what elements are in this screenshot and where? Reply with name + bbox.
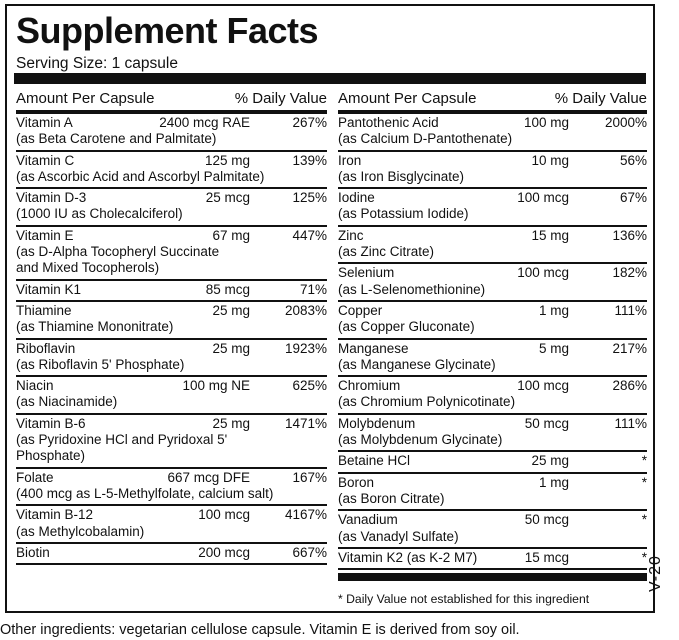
nutrient-row	[16, 227, 327, 281]
nutrient-source: (as Calcium D-Pantothenate)	[338, 131, 513, 147]
nutrient-source: (400 mcg as L-5-Methylfolate, calcium salt)	[16, 485, 274, 501]
bottom-divider	[338, 573, 647, 581]
nutrient-name: Boron	[338, 474, 375, 490]
label-code: V-20	[647, 555, 664, 592]
nutrient-amount: 50 mcg	[524, 415, 569, 431]
nutrient-daily-value: 625%	[292, 378, 327, 394]
nutrient-source: (as Vanadyl Sulfate)	[338, 528, 459, 544]
panel-title: Supplement Facts	[16, 10, 319, 51]
nutrient-name: Vitamin C	[16, 152, 75, 168]
nutrient-source: (1000 IU as Cholecalciferol)	[16, 206, 183, 222]
right-column	[338, 88, 647, 607]
nutrient-source: (as Riboflavin 5' Phosphate)	[16, 356, 185, 372]
nutrient-amount: 1 mg	[538, 474, 569, 490]
amount-header: Amount Per Capsule	[338, 90, 477, 107]
nutrient-daily-value: 111%	[614, 302, 647, 318]
nutrient-daily-value: *	[641, 512, 647, 528]
nutrient-amount: 25 mg	[212, 415, 250, 431]
nutrient-daily-value: 136%	[612, 227, 647, 243]
nutrient-name: Vanadium	[338, 512, 398, 528]
nutrient-row	[338, 152, 647, 190]
dv-header: % Daily Value	[554, 90, 647, 107]
nutrient-daily-value: 1923%	[284, 340, 327, 356]
nutrient-amount: 50 mcg	[524, 512, 569, 528]
nutrient-daily-value: 56%	[619, 152, 647, 168]
nutrient-source: (as Beta Carotene and Palmitate)	[16, 131, 217, 147]
nutrient-daily-value: 167%	[292, 469, 327, 485]
nutrient-daily-value: 4167%	[284, 507, 327, 523]
nutrient-name: Vitamin K2 (as K-2 M7)	[338, 549, 478, 565]
nutrient-daily-value: 125%	[292, 190, 327, 206]
nutrient-daily-value: 667%	[292, 544, 327, 560]
nutrient-source: (as D-Alpha Tocopheryl Succinate	[16, 244, 220, 260]
nutrient-name: Vitamin E	[16, 227, 74, 243]
nutrient-amount: 25 mg	[531, 453, 569, 469]
nutrient-daily-value: 111%	[614, 415, 647, 431]
column-header	[16, 88, 327, 114]
nutrient-name: Vitamin A	[16, 115, 73, 130]
nutrient-amount: 2400 mcg RAE	[159, 115, 250, 130]
nutrient-name: Vitamin B-12	[16, 507, 94, 523]
supplement-facts-panel	[5, 4, 655, 613]
other-ingredients: Other ingredients: vegetarian cellulose capsule. Vitamin E is derived from soy oil.	[0, 622, 520, 638]
nutrient-amount: 25 mg	[212, 302, 250, 318]
nutrient-amount: 85 mcg	[205, 281, 250, 297]
nutrient-daily-value: *	[641, 549, 647, 565]
nutrient-row	[338, 549, 647, 570]
nutrient-amount: 125 mg	[204, 152, 250, 168]
nutrient-row	[16, 544, 327, 565]
nutrient-daily-value: *	[641, 453, 647, 469]
nutrient-amount: 25 mg	[212, 340, 250, 356]
nutrient-amount: 667 mcg DFE	[167, 469, 250, 485]
nutrient-amount: 100 mcg	[517, 190, 569, 206]
nutrient-name: Vitamin K1	[16, 281, 82, 297]
nutrient-row	[338, 189, 647, 227]
nutrient-amount: 200 mcg	[198, 544, 250, 560]
nutrient-row	[338, 264, 647, 302]
nutrient-name: Folate	[16, 469, 54, 485]
thick-divider	[14, 73, 646, 84]
nutrient-row	[338, 415, 647, 453]
nutrient-source: (as Iron Bisglycinate)	[338, 168, 465, 184]
nutrient-amount: 25 mcg	[205, 190, 250, 206]
nutrient-daily-value: 1471%	[284, 415, 327, 431]
nutrient-name: Niacin	[16, 378, 54, 394]
nutrient-source: Phosphate)	[16, 448, 86, 464]
amount-header: Amount Per Capsule	[16, 90, 155, 107]
nutrient-source: (as Chromium Polynicotinate)	[338, 394, 516, 410]
nutrient-source: (as Niacinamide)	[16, 394, 118, 410]
nutrient-name: Iodine	[338, 190, 375, 206]
nutrient-source: (as Ascorbic Acid and Ascorbyl Palmitate)	[16, 168, 265, 184]
nutrient-row	[16, 340, 327, 378]
nutrient-amount: 15 mcg	[524, 549, 569, 565]
nutrient-row	[338, 474, 647, 512]
column-header	[338, 88, 647, 114]
nutrient-daily-value: 217%	[612, 340, 647, 356]
nutrient-row	[16, 302, 327, 340]
nutrient-name: Molybdenum	[338, 415, 416, 431]
nutrient-row	[338, 452, 647, 473]
nutrient-row	[16, 415, 327, 469]
nutrient-daily-value: 286%	[612, 378, 647, 394]
nutrient-amount: 100 mcg	[517, 265, 569, 281]
nutrient-amount: 15 mg	[531, 227, 569, 243]
footnote: * Daily Value not established for this ingredient	[338, 592, 590, 607]
nutrient-name: Betaine HCl	[338, 453, 411, 469]
nutrient-daily-value: 447%	[292, 227, 327, 243]
nutrient-name: Pantothenic Acid	[338, 115, 439, 130]
nutrient-amount: 100 mg NE	[182, 378, 250, 394]
nutrient-daily-value: 71%	[299, 281, 327, 297]
nutrient-name: Copper	[338, 302, 383, 318]
nutrient-source: (as Copper Gluconate)	[338, 319, 475, 335]
nutrient-name: Biotin	[16, 544, 50, 560]
right-rows	[338, 114, 647, 570]
nutrient-row	[338, 227, 647, 265]
nutrient-row	[338, 511, 647, 549]
nutrient-amount: 100 mcg	[198, 507, 250, 523]
nutrient-name: Chromium	[338, 378, 401, 394]
nutrient-name: Thiamine	[16, 302, 72, 318]
nutrient-name: Zinc	[338, 227, 364, 243]
nutrient-name: Selenium	[338, 265, 395, 281]
nutrient-amount: 100 mg	[523, 115, 569, 130]
nutrient-source: (as L-Selenomethionine)	[338, 281, 486, 297]
nutrient-daily-value: 182%	[612, 265, 647, 281]
dv-header: % Daily Value	[234, 90, 327, 107]
nutrient-daily-value: *	[641, 474, 647, 490]
nutrient-row	[16, 506, 327, 544]
nutrient-name: Riboflavin	[16, 340, 76, 356]
nutrient-source: (as Zinc Citrate)	[338, 244, 435, 260]
serving-size: Serving Size: 1 capsule	[16, 55, 178, 72]
nutrient-daily-value: 67%	[619, 190, 647, 206]
nutrient-row	[16, 189, 327, 227]
nutrient-amount: 100 mcg	[517, 378, 569, 394]
nutrient-daily-value: 267%	[292, 115, 327, 130]
nutrient-daily-value: 139%	[292, 152, 327, 168]
nutrient-source: (as Pyridoxine HCl and Pyridoxal 5'	[16, 432, 228, 448]
nutrient-amount: 67 mg	[212, 227, 250, 243]
nutrient-amount: 10 mg	[531, 152, 569, 168]
left-column	[16, 88, 327, 565]
nutrient-row	[338, 302, 647, 340]
nutrient-row	[16, 281, 327, 302]
nutrient-row	[338, 340, 647, 378]
nutrient-source: and Mixed Tocopherols)	[16, 260, 160, 276]
nutrient-daily-value: 2000%	[604, 115, 647, 130]
nutrient-source: (as Thiamine Mononitrate)	[16, 319, 174, 335]
nutrient-source: (as Manganese Glycinate)	[338, 356, 496, 372]
nutrient-source: (as Methylcobalamin)	[16, 523, 145, 539]
nutrient-source: (as Boron Citrate)	[338, 490, 445, 506]
nutrient-row	[16, 152, 327, 190]
nutrient-name: Iron	[338, 152, 362, 168]
nutrient-row	[338, 114, 647, 152]
nutrient-name: Vitamin B-6	[16, 415, 86, 431]
nutrient-source: (as Potassium Iodide)	[338, 206, 469, 222]
nutrient-row	[338, 377, 647, 415]
nutrient-row	[16, 114, 327, 152]
nutrient-name: Vitamin D-3	[16, 190, 87, 206]
nutrient-row	[16, 377, 327, 415]
nutrient-name: Manganese	[338, 340, 409, 356]
left-rows	[16, 114, 327, 565]
nutrient-daily-value: 2083%	[284, 302, 327, 318]
nutrient-amount: 1 mg	[538, 302, 569, 318]
nutrient-source: (as Molybdenum Glycinate)	[338, 432, 503, 448]
nutrient-row	[16, 469, 327, 507]
nutrient-amount: 5 mg	[538, 340, 569, 356]
